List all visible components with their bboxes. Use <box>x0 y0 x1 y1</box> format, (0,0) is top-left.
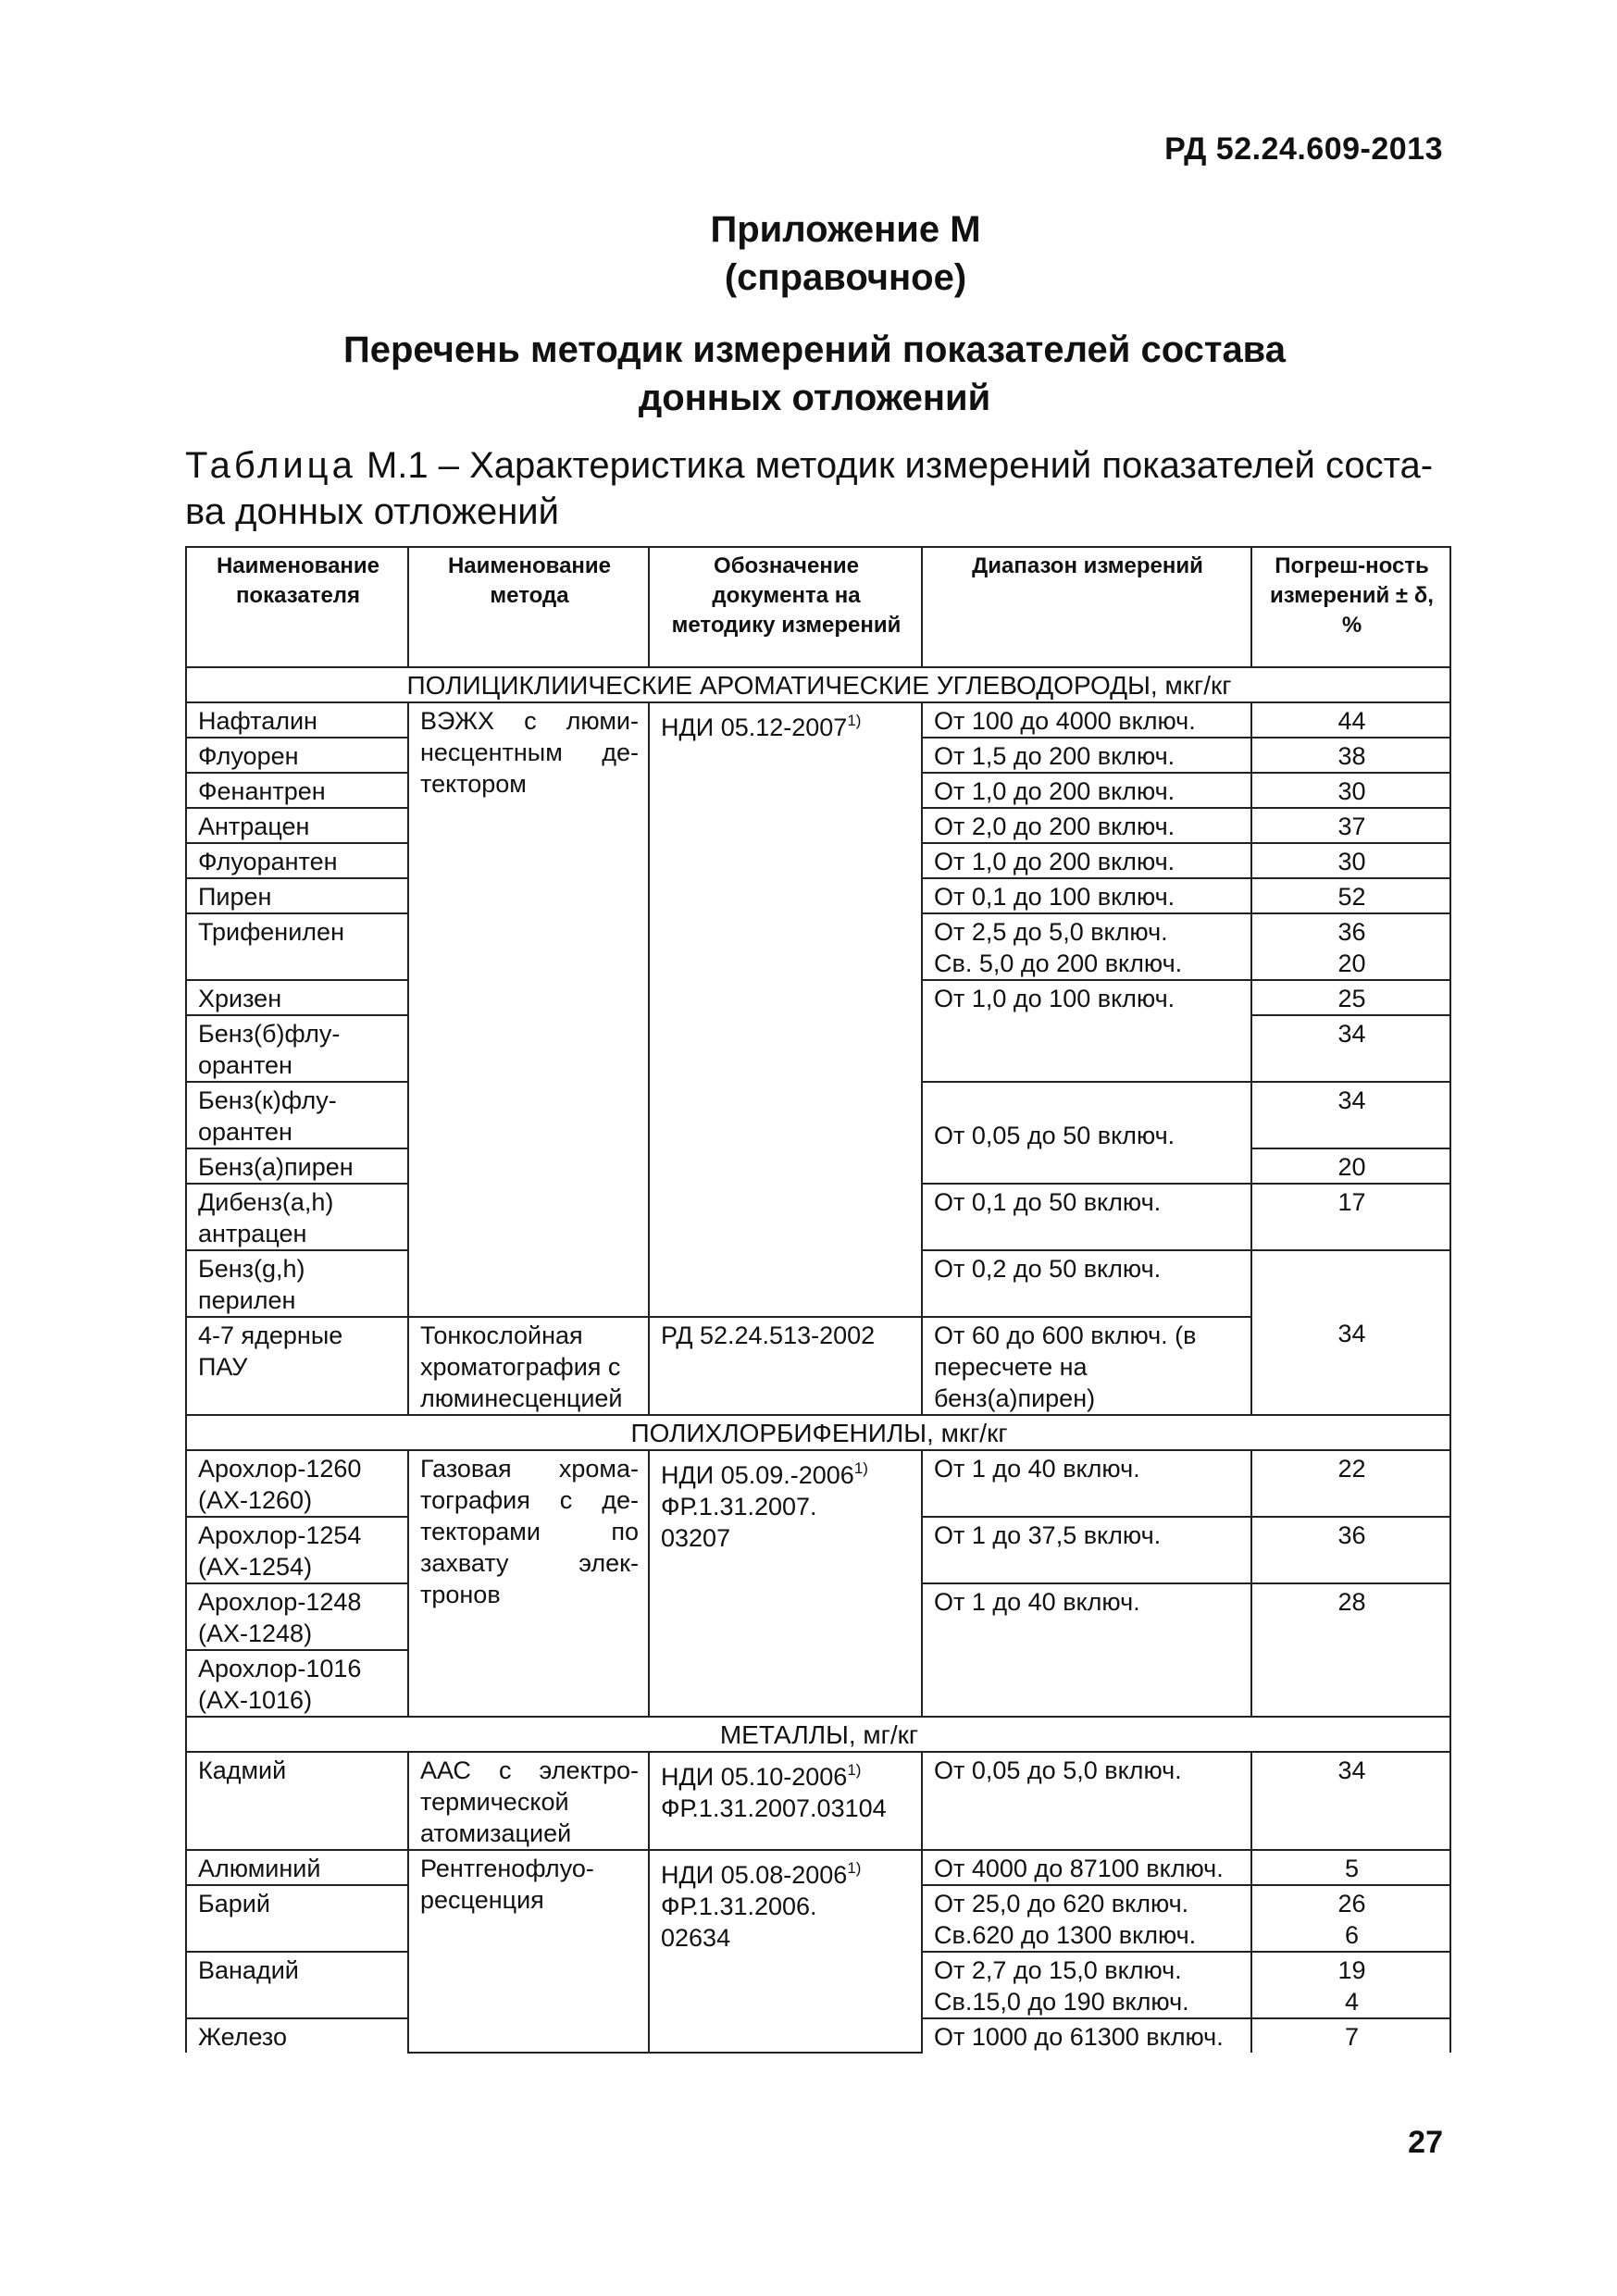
section-row <box>186 667 1450 702</box>
document-text: НДИ 05.08-2006 <box>661 1861 848 1889</box>
table-caption-text: М.1 – Характеристика методик измерений показателей соста- <box>366 445 1434 486</box>
indicator-name: Бенз(а)пирен <box>186 1148 408 1184</box>
indicator-name: Антрацен <box>186 808 408 843</box>
error-line: 26 <box>1337 1890 1366 1917</box>
range-line: Св.620 до 1300 включ. <box>934 1921 1197 1949</box>
range-cell <box>922 913 1251 980</box>
error-cell: 30 <box>1251 843 1450 878</box>
list-title <box>185 326 1444 422</box>
method-name: ААС с электро-термической атомизацией <box>408 1752 649 1850</box>
document-line: 02634 <box>661 1924 731 1952</box>
indicator-name: Ванадий <box>186 1952 408 2018</box>
indicator-name: Бенз(б)флу-орантен <box>186 1015 408 1082</box>
range-cell: От 4000 до 87100 включ. <box>922 1850 1251 1885</box>
document-text: НДИ 05.09.-2006 <box>661 1461 854 1489</box>
header-range: Диапазон измерений <box>922 547 1251 667</box>
range-cell: От 100 до 4000 включ. <box>922 702 1251 738</box>
indicator-name: Флуорантен <box>186 843 408 878</box>
error-cell: 36 <box>1251 1517 1450 1583</box>
table-caption-label: Таблица <box>185 445 356 486</box>
range-cell: От 1 до 40 включ. <box>922 1583 1251 1717</box>
document-code-cell <box>649 702 922 1317</box>
error-cell: 28 <box>1251 1583 1450 1717</box>
error-cell: 37 <box>1251 808 1450 843</box>
error-line: 19 <box>1337 1956 1366 1984</box>
page-number: 27 <box>1408 2125 1443 2160</box>
document-line: ФР.1.31.2007. <box>661 1493 817 1520</box>
document-code: РД 52.24.609-2013 <box>1164 131 1443 167</box>
range-cell <box>922 1885 1251 1952</box>
error-cell: 38 <box>1251 738 1450 773</box>
list-title-line2: донных отложений <box>638 378 991 418</box>
error-cell: 34 <box>1251 1250 1450 1415</box>
error-cell: 20 <box>1251 1148 1450 1184</box>
indicator-name: Бенз(к)флу-орантен <box>186 1082 408 1148</box>
indicator-name: Пирен <box>186 878 408 913</box>
method-name: Рентгенофлуо-ресценция <box>408 1850 649 2053</box>
footnote-ref: 1) <box>847 1859 862 1877</box>
section-pah: ПОЛИЦИКЛИИЧЕСКИЕ АРОМАТИЧЕСКИЕ УГЛЕВОДОРОДЫ, мкг/кг <box>186 667 1450 702</box>
footnote-ref: 1) <box>847 712 862 729</box>
range-cell: От 0,05 до 5,0 включ. <box>922 1752 1251 1850</box>
section-row <box>186 1717 1450 1752</box>
indicator-name: Дибенз(a,h) антрацен <box>186 1184 408 1250</box>
document-line <box>661 1853 912 1891</box>
indicator-name: 4-7 ядерные ПАУ <box>186 1317 408 1415</box>
table-row <box>186 1450 1450 1517</box>
method-name: ВЭЖХ с люми-несцентным де-тектором <box>408 702 649 1317</box>
header-method: Наименование метода <box>408 547 649 667</box>
document-line <box>661 1453 912 1491</box>
indicator-name: Флуорен <box>186 738 408 773</box>
table-caption-text2: ва донных отложений <box>185 491 559 532</box>
range-cell: От 1,0 до 200 включ. <box>922 843 1251 878</box>
header-error: Погреш-ность измерений ± δ, % <box>1251 547 1450 667</box>
error-line: 36 <box>1337 918 1366 946</box>
error-cell: 30 <box>1251 773 1450 808</box>
range-cell: От 1,0 до 100 включ. <box>922 980 1251 1082</box>
indicator-name: Фенантрен <box>186 773 408 808</box>
indicator-name: Арохлор-1260 (АХ-1260) <box>186 1450 408 1517</box>
document-line: ФР.1.31.2007.03104 <box>661 1794 887 1822</box>
table-header-row <box>186 547 1450 667</box>
appendix-heading: Приложение М <box>710 209 981 250</box>
table-caption <box>185 442 1453 535</box>
range-cell <box>922 1952 1251 2018</box>
table-row <box>186 1850 1450 1885</box>
footnote-ref: 1) <box>847 1761 862 1779</box>
section-row <box>186 1415 1450 1450</box>
document-code-cell <box>649 1450 922 1717</box>
error-cell: 5 <box>1251 1850 1450 1885</box>
indicator-name: Барий <box>186 1885 408 1952</box>
error-cell: 44 <box>1251 702 1450 738</box>
section-pcb: ПОЛИХЛОРБИФЕНИЛЫ, мкг/кг <box>186 1415 1450 1450</box>
error-line: 20 <box>1337 949 1366 977</box>
error-cell: 34 <box>1251 1015 1450 1082</box>
error-cell <box>1251 1952 1450 2018</box>
range-line: Св. 5,0 до 200 включ. <box>934 949 1183 977</box>
appendix-title <box>0 205 1617 302</box>
range-cell: От 2,0 до 200 включ. <box>922 808 1251 843</box>
method-name: Тонкослойная хроматография с люминесценцией <box>408 1317 649 1415</box>
error-line: 6 <box>1344 1921 1360 1949</box>
indicator-name: Хризен <box>186 980 408 1015</box>
header-indicator: Наименование показателя <box>186 547 408 667</box>
indicator-name: Арохлор-1248 (АХ-1248) <box>186 1583 408 1650</box>
error-cell: 34 <box>1251 1752 1450 1850</box>
error-cell: 22 <box>1251 1450 1450 1517</box>
appendix-subtitle: (справочное) <box>724 257 967 298</box>
footnote-ref: 1) <box>853 1459 868 1477</box>
range-line: От 2,7 до 15,0 включ. <box>934 1956 1182 1984</box>
document-line <box>661 1755 912 1793</box>
indicator-name: Нафталин <box>186 702 408 738</box>
document-line: ФР.1.31.2006. <box>661 1893 817 1920</box>
error-cell: 34 <box>1251 1082 1450 1148</box>
method-name: Газовая хрома-тография с де-текторами по захвату элек-тронов <box>408 1450 649 1717</box>
table-row <box>186 702 1450 738</box>
range-cell: От 1 до 37,5 включ. <box>922 1517 1251 1583</box>
error-cell: 17 <box>1251 1184 1450 1250</box>
document-line: 03207 <box>661 1524 731 1552</box>
indicator-name: Арохлор-1254 (АХ-1254) <box>186 1517 408 1583</box>
range-cell: От 1 до 40 включ. <box>922 1450 1251 1517</box>
table-row <box>186 1752 1450 1850</box>
error-cell: 25 <box>1251 980 1450 1015</box>
range-line: От 2,5 до 5,0 включ. <box>934 918 1168 946</box>
indicator-name: Алюминий <box>186 1850 408 1885</box>
error-cell: 7 <box>1251 2018 1450 2053</box>
methods-table <box>185 546 1451 2054</box>
document-code-cell <box>649 1752 922 1850</box>
range-cell: От 0,2 до 50 включ. <box>922 1250 1251 1317</box>
range-line: Св.15,0 до 190 включ. <box>934 1988 1189 2016</box>
error-line: 4 <box>1344 1988 1360 2016</box>
indicator-name: Бенз(g,h) перилен <box>186 1250 408 1317</box>
range-line: От 25,0 до 620 включ. <box>934 1890 1189 1917</box>
range-cell: От 0,1 до 100 включ. <box>922 878 1251 913</box>
range-cell: От 0,1 до 50 включ. <box>922 1184 1251 1250</box>
range-cell: От 0,05 до 50 включ. <box>922 1082 1251 1184</box>
range-cell: От 60 до 600 включ. (в пересчете на бенз(а)пирен) <box>922 1317 1251 1415</box>
range-cell: От 1,5 до 200 включ. <box>922 738 1251 773</box>
section-metals: МЕТАЛЛЫ, мг/кг <box>186 1717 1450 1752</box>
indicator-name: Арохлор-1016 (АХ-1016) <box>186 1650 408 1717</box>
range-cell: От 1000 до 61300 включ. <box>922 2018 1251 2053</box>
indicator-name: Кадмий <box>186 1752 408 1850</box>
error-cell: 52 <box>1251 878 1450 913</box>
document-code-cell <box>649 1850 922 2053</box>
document-text: НДИ 05.10-2006 <box>661 1763 848 1791</box>
range-cell: От 1,0 до 200 включ. <box>922 773 1251 808</box>
indicator-name: Трифенилен <box>186 913 408 980</box>
header-document: Обозначение документа на методику измерений <box>649 547 922 667</box>
document-text: НДИ 05.12-2007 <box>661 714 848 741</box>
document-code-cell: РД 52.24.513-2002 <box>649 1317 922 1415</box>
indicator-name: Железо <box>186 2018 408 2053</box>
error-cell <box>1251 1885 1450 1952</box>
list-title-line1: Перечень методик измерений показателей состава <box>342 329 1286 370</box>
error-cell <box>1251 913 1450 980</box>
